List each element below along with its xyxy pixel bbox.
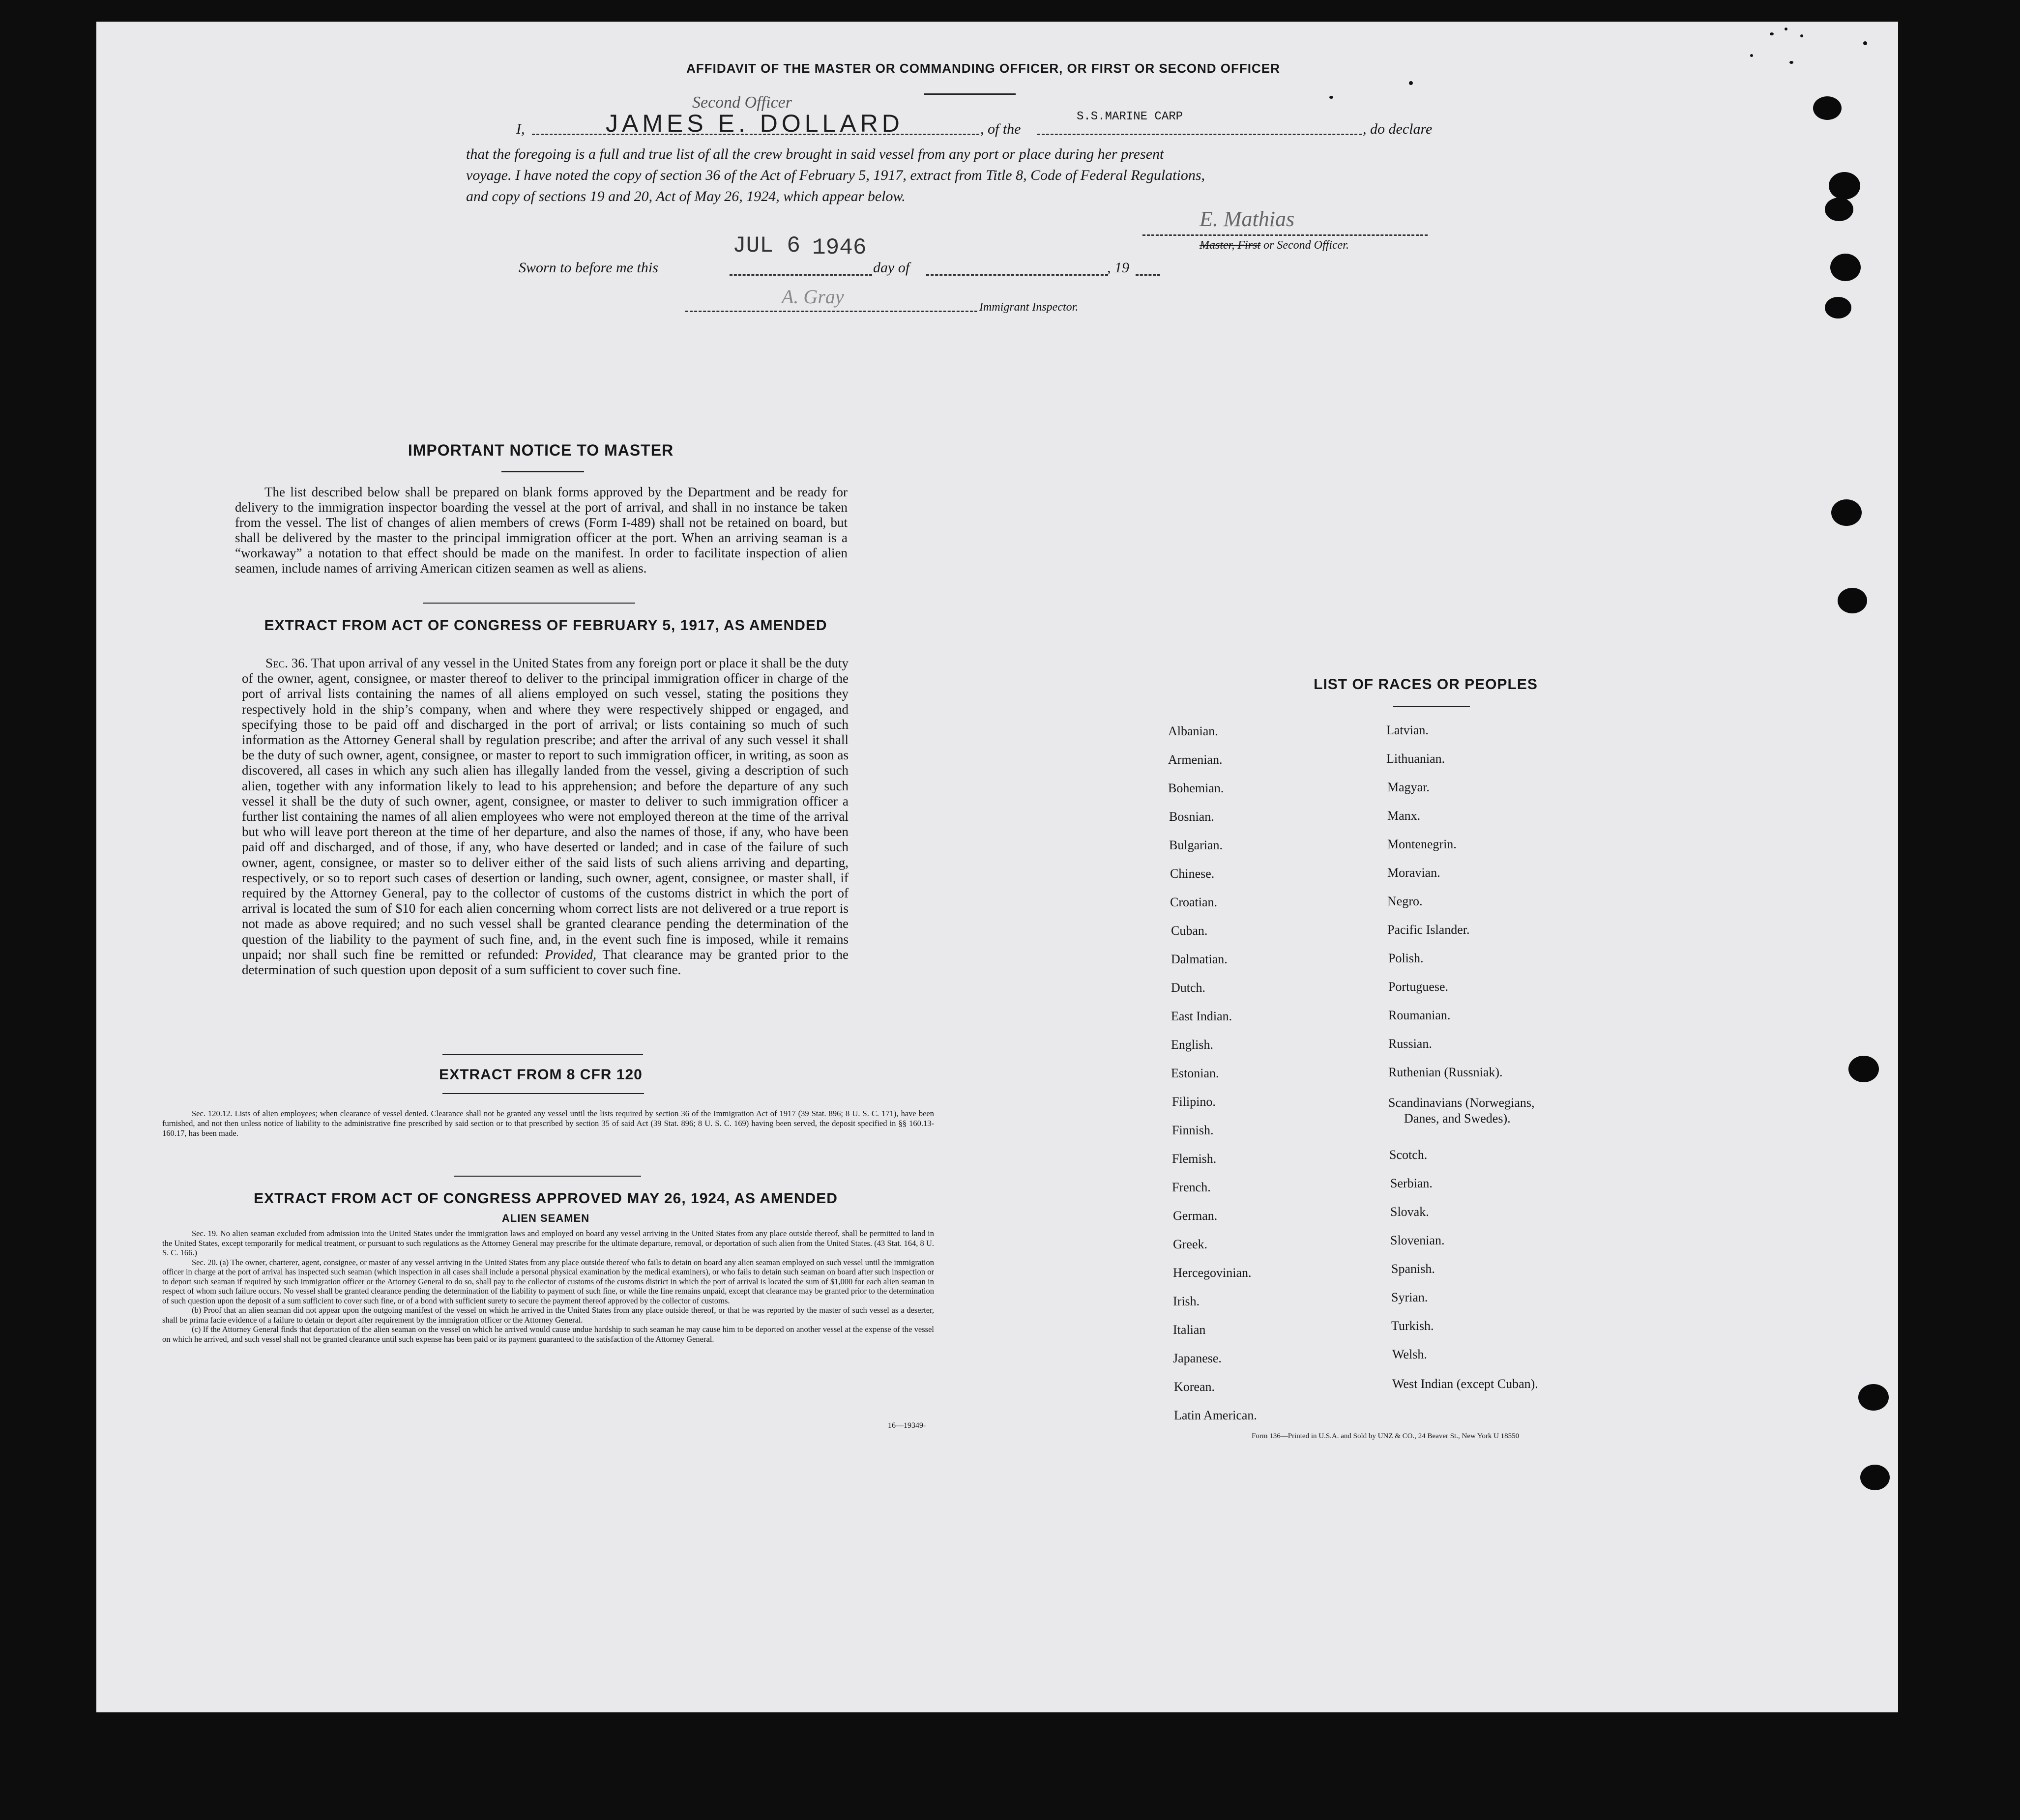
race-right-item: Serbian. <box>1390 1176 1433 1190</box>
extract-1917-body: Sec. 36. That upon arrival of any vessel in the United States from any foreign port or place it shall be the duty of the owner, agent, consignee, or master thereof to deliver to the principal immigration officer in charge of the port of arrival lists containing the names of all aliens employed on such vessel, stating the positions they respectively hold in the ship’s company, when and where they were respectively shipped or engaged, and specifying those to be paid off and discharged in the port of arrival; or lists containing so much of such information as the Attorney General shall by regulation prescribe; and after the arrival of any such vessel it shall be the duty of such owner, agent, consignee, or master to report to such immigration officer, in writing, as soon as discovered, all cases in which any such alien has illegally landed from the vessel, giving a description of such alien, together with any information likely to lead to his apprehension; and before the departure of any such vessel it shall be the duty of such owner, agent, consignee, or master to deliver to such immigration officer a further list containing the names of all alien employees who were not employed thereon at the time of the arrival but who will leave port thereon at the time of her departure, and also the names of those, if any, who have been paid off and discharged, and of those, if any, who have deserted or landed; and in case of the failure of such owner, agent, consignee, or master so to deliver either of the said lists of such aliens arriving and departing, respectively, or so to report such cases of desertion or landing, such owner, agent, consignee, or master shall, if required by the Attorney General, pay to the collector of customs of the customs district in which the port of arrival is located the sum of $10 for each alien concerning whom correct lists are not delivered or a true report is not made as above required; and no such vessel shall be granted clearance pending the determination of the question of the liability to the payment of such fine, and, in the event such fine is imposed, while it remains unpaid; nor shall such fine be remitted or refunded: Provided, That clearance may be granted prior to the determination of such question upon deposit of a sum sufficient to cover such fine. <box>242 656 849 978</box>
extract-cfr-body: Sec. 120.12. Lists of alien employees; when clearance of vessel denied. Clearance shall not be granted any vessel until the lists required by section 36 of the Immigration Act of 1917 (39 Stat. 896; 8 U. S. C. 171), have been furnished, and not then unless notice of liability to the administrative fine prescribed by said section or to that prescribed by section 35 of said Act (39 Stat. 896; 8 U. S. C. 169) having been served, the deposit specified in §§ 160.13-160.17, has been made. <box>162 1109 934 1138</box>
extract-cfr-title: EXTRACT FROM 8 CFR 120 <box>439 1067 643 1083</box>
race-right-item: Moravian. <box>1387 866 1440 880</box>
race-right-item: Turkish. <box>1391 1319 1434 1333</box>
of-the-label: , of the <box>980 121 1021 137</box>
inspector-caption: Immigrant Inspector. <box>979 301 1079 314</box>
race-right-item: Polish. <box>1388 951 1424 965</box>
races-title: LIST OF RACES OR PEOPLES <box>1314 676 1538 693</box>
race-left-item: Hercegovinian. <box>1173 1266 1252 1280</box>
race-left-item: Cuban. <box>1171 924 1208 938</box>
race-left-item: English. <box>1171 1038 1213 1052</box>
heading-rule <box>924 93 1016 95</box>
race-left-item: Armenian. <box>1168 752 1223 767</box>
race-right-item: Roumanian. <box>1388 1008 1451 1022</box>
race-right-item: Welsh. <box>1392 1347 1427 1361</box>
race-left-item: Italian <box>1173 1323 1206 1337</box>
race-left-item: Dutch. <box>1171 981 1206 995</box>
race-left-item: German. <box>1173 1209 1218 1223</box>
inspector-signature: A. Gray <box>782 286 844 308</box>
race-left-item: Chinese. <box>1170 867 1215 881</box>
extract-1924-title: EXTRACT FROM ACT OF CONGRESS APPROVED MAY 26, 1924, AS AMENDED <box>254 1190 838 1207</box>
race-left-item: Bohemian. <box>1168 781 1224 795</box>
declaration-text: that the foregoing is a full and true list of all the crew brought in said vessel from any port or place during her present voyage. I have noted the copy of section 36 of the Act of February 5, 1917, extract from Title 8, Code of Federal Regulations, and copy of sections 19 and 20, Act of May 26, 1924, which appear below. <box>466 146 1205 204</box>
printer-credit: Form 136—Printed in U.S.A. and Sold by UNZ & CO., 24 Beaver St., New York U 18550 <box>1252 1432 1520 1440</box>
extract-1924-body: Sec. 19. No alien seaman excluded from admission into the United States under the immigration laws and employed on board any vessel arriving in the United States from any place outside thereof, shall be permitted to land in the United States, except temporarily for medical treatment, or pursuant to such regulations as the Attorney General may prescribe for the ultimate departure, removal, or deportation of such alien from the United States. (43 Stat. 164, 8 U. S. C. 166.) Sec. 20. (a) The owner, charterer, agent, consignee, or master of any vessel arriving in the United States from any place outside thereof who fails to detain on board any alien seaman employed on such vessel until the immigration officer in charge at the port of arrival has inspected such seaman (which inspection in all cases shall include a personal physical examination by the medical examiners), or who fails to detain such seaman on board after such inspection or to deport such seaman if required by such immigration officer or the Attorney General to do so, shall pay to the collector of customs of the customs district in which the port of arrival is located the sum of $1,000 for each alien seaman in respect of whom such failure occurs. No vessel shall be granted clearance pending the determination of the liability to payment of such fine, or while the fine remains unpaid, except that clearance may be granted prior to the determination of such question upon the deposit of a sum sufficient to cover such fine, or of a bond with sufficient surety to secure the payment thereof approved by the collector of customs. (b) Proof that an alien seaman did not appear upon the outgoing manifest of the vessel on which he arrived in the United States from any place outside thereof, or that he was reported by the master of such vessel as a deserter, shall be prima facie evidence of a failure to detain or deport after requirement by the immigration officer or the Attorney General. (c) If the Attorney General finds that deportation of the alien seaman on the vessel on which he arrived would cause undue hardship to such seaman he may cause him to be deported on another vessel at the expense of the vessel on which he arrived, and such vessel shall not be granted clearance until such expense has been paid or its payment guaranteed to the satisfaction of the Attorney General. <box>162 1229 934 1344</box>
signature-caption: Master, First or Second Officer. <box>1200 239 1349 252</box>
notice-title: IMPORTANT NOTICE TO MASTER <box>408 441 674 459</box>
race-left-item: Japanese. <box>1173 1351 1222 1365</box>
extract-1924-subtitle: ALIEN SEAMEN <box>501 1212 590 1224</box>
notice-body: The list described below shall be prepared on blank forms approved by the Department and be ready for delivery to the immigration inspector boarding the vessel at the port of arrival, and shall in no instance be taken from the vessel. The list of changes of alien members of crews (Form I-489) shall not be retained on board, but shall be delivered by the master to the principal immigration officer at the port. When an arriving seaman is a “workaway” a notation to that effect should be made on the manifest. In order to facilitate inspection of alien seamen, include names of arriving American citizen seamen as well as aliens. <box>235 485 848 576</box>
race-left-item: French. <box>1172 1180 1211 1194</box>
race-right-item: Manx. <box>1387 809 1421 823</box>
stamp-year: 1946 <box>812 235 867 260</box>
officer-name: JAMES E. DOLLARD <box>606 110 904 137</box>
master-signature: E. Mathias <box>1200 207 1295 231</box>
race-right-item: Slovenian. <box>1390 1233 1445 1247</box>
extract-1917-title: EXTRACT FROM ACT OF CONGRESS OF FEBRUARY 5, 1917, AS AMENDED <box>264 617 827 634</box>
race-right-item: Spanish. <box>1391 1262 1435 1276</box>
race-left-item: Albanian. <box>1168 724 1218 738</box>
race-right-item: Scandinavians (Norwegians, <box>1388 1096 1535 1110</box>
race-right-item: Montenegrin. <box>1387 837 1457 851</box>
race-left-item: Latin American. <box>1174 1408 1257 1422</box>
race-right-item: Russian. <box>1388 1037 1432 1051</box>
race-right-item: Lithuanian. <box>1386 751 1445 766</box>
race-right-item: Pacific Islander. <box>1387 923 1470 937</box>
year-prefix: , 19 <box>1107 260 1129 276</box>
race-right-item: West Indian (except Cuban). <box>1392 1377 1538 1391</box>
race-right-item: Scotch. <box>1389 1148 1428 1162</box>
race-right-item: Slovak. <box>1390 1205 1429 1219</box>
race-right-item: Negro. <box>1387 894 1423 908</box>
race-right-item: Magyar. <box>1387 780 1430 794</box>
race-left-item: Dalmatian. <box>1171 952 1228 966</box>
race-left-item: Greek. <box>1173 1237 1208 1251</box>
race-left-item: Finnish. <box>1172 1123 1214 1137</box>
race-left-item: Croatian. <box>1170 895 1218 909</box>
do-declare-label: , do declare <box>1363 121 1433 137</box>
race-left-item: Estonian. <box>1171 1066 1219 1080</box>
race-left-item: Filipino. <box>1172 1095 1216 1109</box>
race-left-item: Bosnian. <box>1169 809 1214 824</box>
race-left-item: Bulgarian. <box>1169 838 1223 852</box>
affidavit-i: I, <box>516 121 525 137</box>
race-right-item: Ruthenian (Russniak). <box>1388 1065 1503 1079</box>
race-right-item: Portuguese. <box>1388 980 1449 994</box>
race-right-item: Latvian. <box>1386 723 1429 737</box>
race-right-item: Syrian. <box>1391 1290 1428 1304</box>
stamp-date: JUL 6 <box>732 233 801 259</box>
race-right-item: Danes, and Swedes). <box>1404 1111 1511 1126</box>
race-left-item: East Indian. <box>1171 1009 1232 1023</box>
sworn-label: Sworn to before me this <box>519 260 658 276</box>
form-code: 16—19349- <box>888 1421 926 1430</box>
race-left-item: Irish. <box>1173 1294 1200 1308</box>
vessel-name: S.S.MARINE CARP <box>1077 110 1183 123</box>
race-left-item: Flemish. <box>1172 1152 1217 1166</box>
day-of-label: day of <box>873 260 910 276</box>
affidavit-heading: AFFIDAVIT OF THE MASTER OR COMMANDING OFFICER, OR FIRST OR SECOND OFFICER <box>686 61 1280 76</box>
race-left-item: Korean. <box>1174 1380 1215 1394</box>
officer-title-handwritten: Second Officer <box>692 93 792 112</box>
